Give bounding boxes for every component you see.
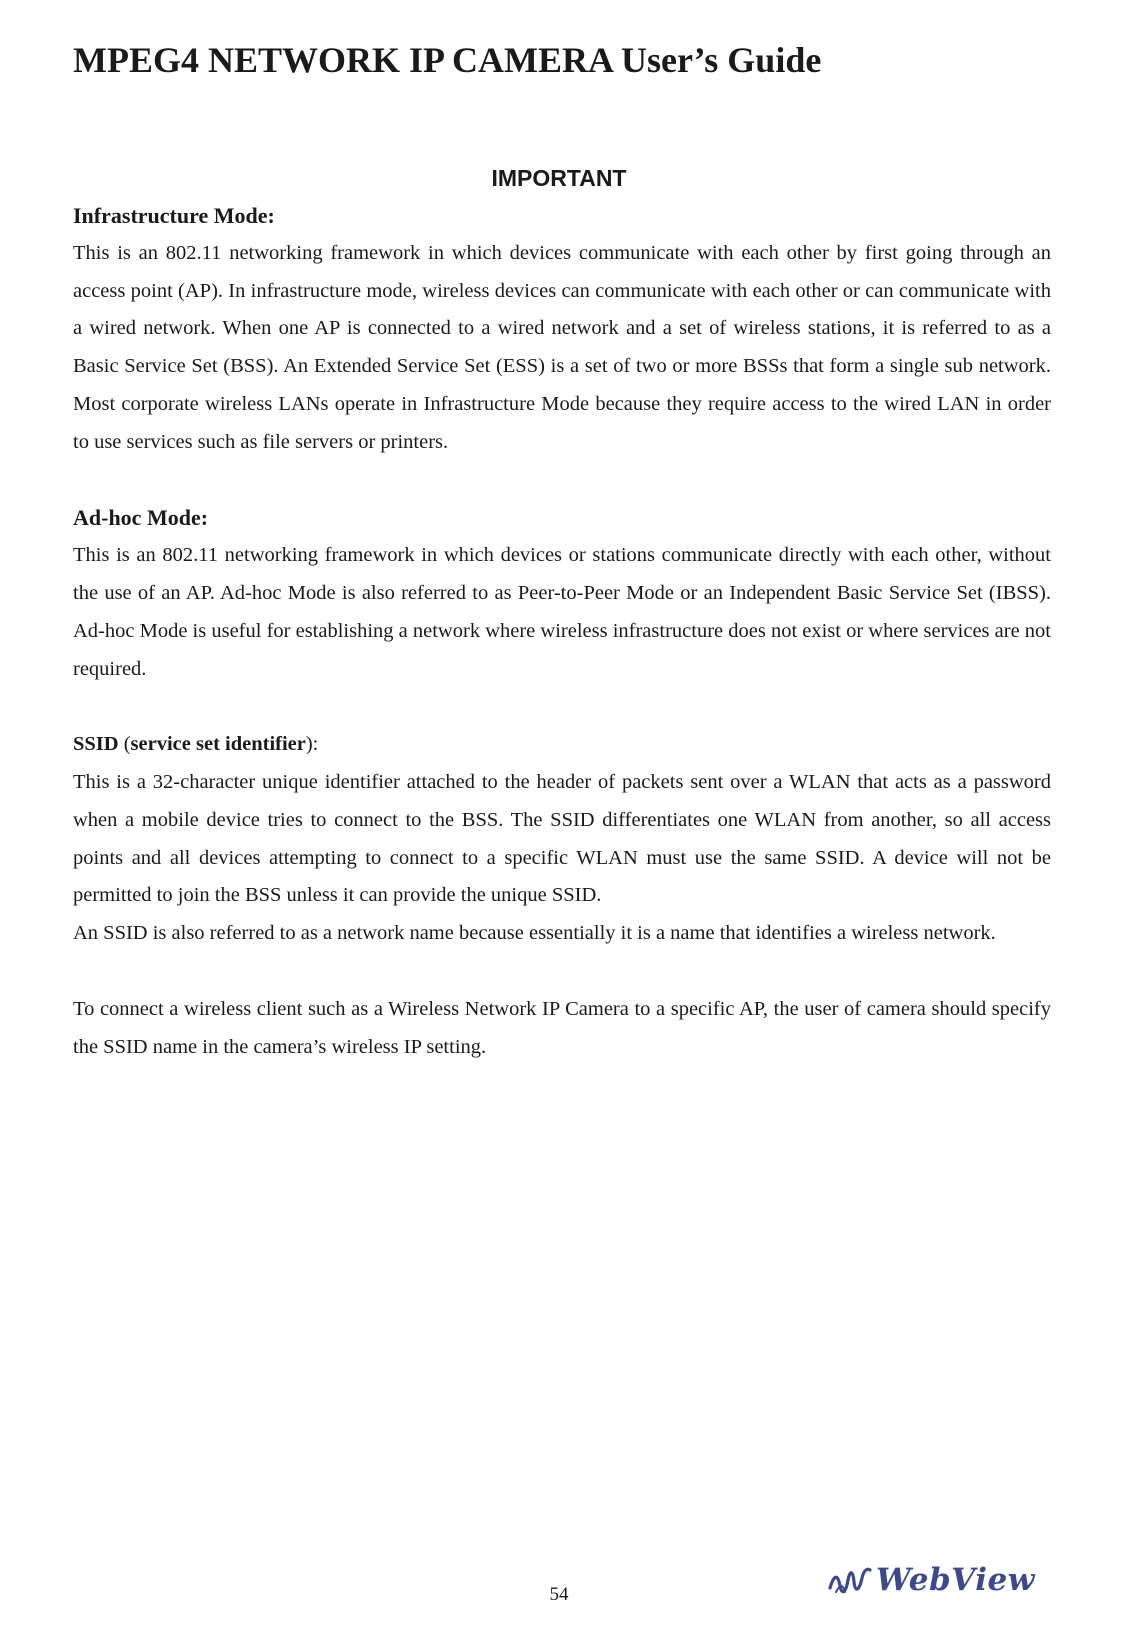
ssid-heading [73, 726, 1051, 764]
page-number: 54 [549, 1584, 569, 1605]
ssid-network-name-paragraph: An SSID is also referred to as a network name because essentially it is a name that identifies a wireless network. [73, 922, 996, 945]
webview-wave-icon [828, 1562, 872, 1598]
connect-section [73, 991, 1051, 1067]
connect-paragraph: To connect a wireless client such as a Wireless Network IP Camera to a specific AP, the user of camera should specify the SSID name in the camera’s wireless IP setting. [73, 997, 1051, 1058]
ssid-paragraph: This is a 32-character unique identifier attached to the header of packets sent over a WLAN that acts as a password when a mobile device tries to connect to the BSS. The SSID differentiates one WLAN from another, so all access points and all devices attempting to connect to a specific WLAN must use the same SSID. A device will not be permitted to join the BSS unless it can provide the unique SSID. [73, 770, 1051, 907]
infrastructure-mode-section [73, 197, 1051, 462]
infrastructure-mode-heading: Infrastructure Mode: [73, 203, 275, 228]
webview-logo [828, 1554, 1052, 1606]
ssid-term: SSID [73, 733, 119, 756]
ssid-section [73, 726, 1051, 953]
infrastructure-mode-paragraph: This is an 802.11 networking framework in which devices communicate with each other by first going through an access point (AP). In infrastructure mode, wireless devices can communicate with each other or can communicate with a wired network. When one AP is connected to a wired network and a set of wireless stations, it is referred to as a Basic Service Set (BSS). An Extended Service Set (ESS) is a set of two or more BSSs that form a single sub network. Most corporate wireless LANs operate in Infrastructure Mode because they require access to the wired LAN in order to use services such as file servers or printers. [73, 241, 1051, 453]
webview-logo-text: WebView [876, 1562, 1035, 1598]
adhoc-mode-heading: Ad-hoc Mode: [73, 505, 209, 531]
ssid-open-paren: ( [118, 733, 131, 756]
main-content [73, 197, 1051, 1104]
adhoc-mode-section [73, 499, 1051, 688]
document-title: MPEG4 NETWORK IP CAMERA User’s Guide [73, 40, 822, 80]
important-notice-heading: IMPORTANT [491, 165, 627, 191]
adhoc-mode-paragraph: This is an 802.11 networking framework in which devices or stations communicate directly with each other, without the use of an AP. Ad-hoc Mode is also referred to as Peer-to-Peer Mode or an Independent Basic Service Set (IBSS). Ad-hoc Mode is useful for establishing a network where wireless infrastructure does not exist or where services are not required. [73, 544, 1052, 680]
ssid-expansion: service set identifier [130, 733, 306, 756]
ssid-close-paren: ): [305, 733, 319, 756]
